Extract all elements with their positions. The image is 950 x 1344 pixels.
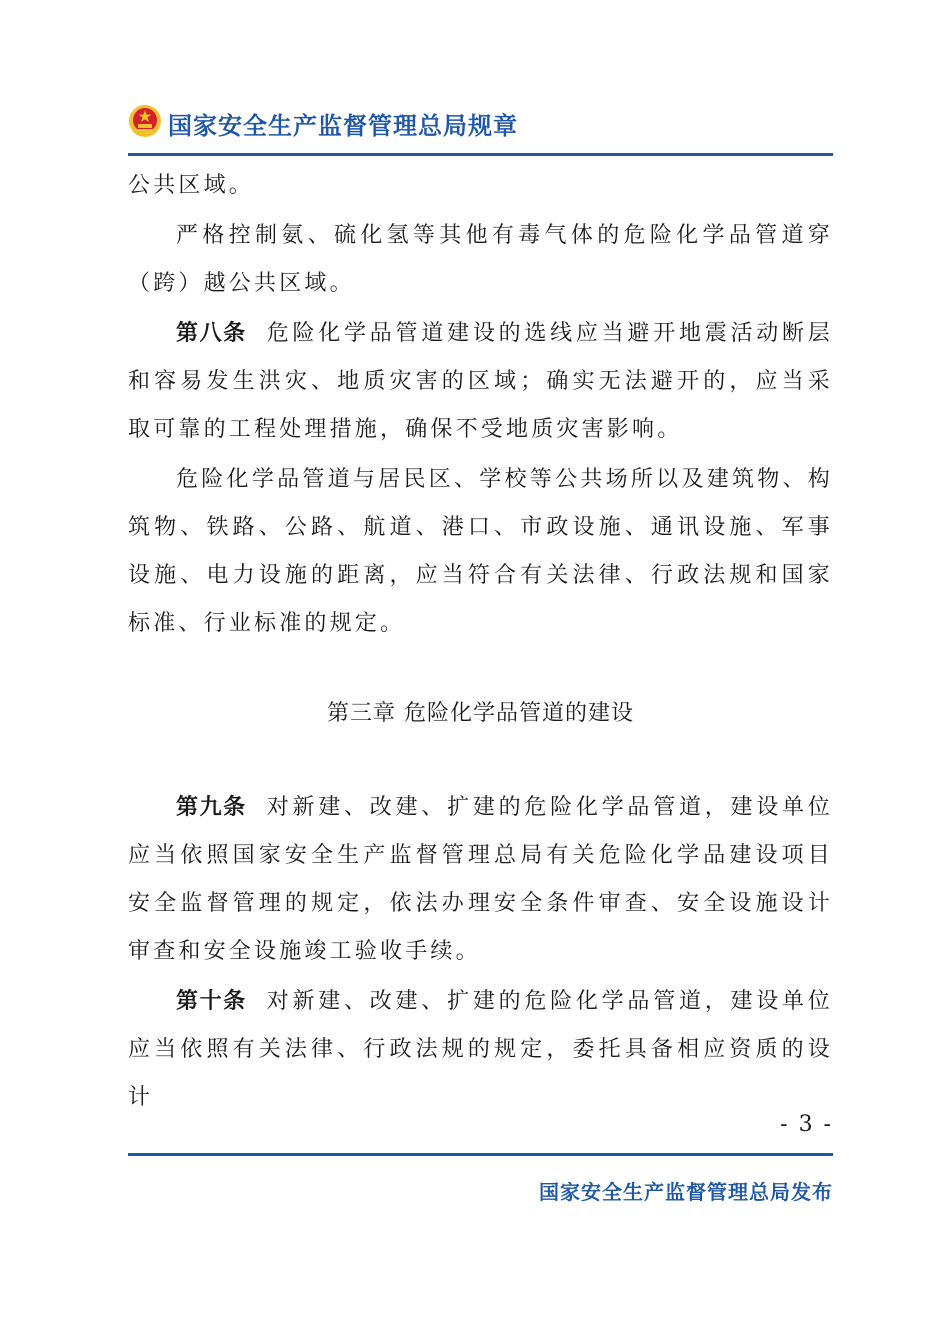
national-emblem-icon — [128, 104, 162, 138]
article-paragraph: 第九条 对新建、改建、扩建的危险化学品管道，建设单位应当依照国家安全生产监督管理总局有关危险化学品建设项目安全监督管理的规定，依法办理安全条件审查、安全设施设计审查和安全设施竣工验收手续。 — [128, 795, 833, 964]
footer-publisher: 国家安全生产监督管理总局发布 — [539, 1180, 833, 1204]
page-number: - 3 - — [780, 1112, 833, 1137]
page-header — [128, 100, 833, 146]
header-title: 国家安全生产监督管理总局规章 — [168, 112, 518, 140]
article-paragraph: 第十条 对新建、改建、扩建的危险化学品管道，建设单位应当依照有关法律、行政法规的规定，委托具备相应资质的设计 — [128, 989, 833, 1110]
chapter-title: 第三章 危险化学品管道的建设 — [327, 701, 634, 726]
paragraph: 危险化学品管道与居民区、学校等公共场所以及建筑物、构筑物、铁路、公路、航道、港口、市政设施、通讯设施、军事设施、电力设施的距离，应当符合有关法律、行政法规和国家标准、行业标准的规定。 — [128, 467, 833, 636]
document-body — [128, 162, 833, 1122]
header-rule — [128, 153, 833, 156]
article-number: 第九条 — [176, 795, 247, 820]
article-number: 第八条 — [176, 321, 247, 346]
footer-rule — [128, 1153, 833, 1156]
article-paragraph: 第八条 危险化学品管道建设的选线应当避开地震活动断层和容易发生洪灾、地质灾害的区域；确实无法避开的，应当采取可靠的工程处理措施，确保不受地质灾害影响。 — [128, 321, 833, 442]
article-number: 第十条 — [176, 989, 247, 1014]
paragraph: 严格控制氨、硫化氢等其他有毒气体的危险化学品管道穿（跨）越公共区域。 — [128, 223, 833, 296]
paragraph: 公共区域。 — [128, 173, 255, 198]
